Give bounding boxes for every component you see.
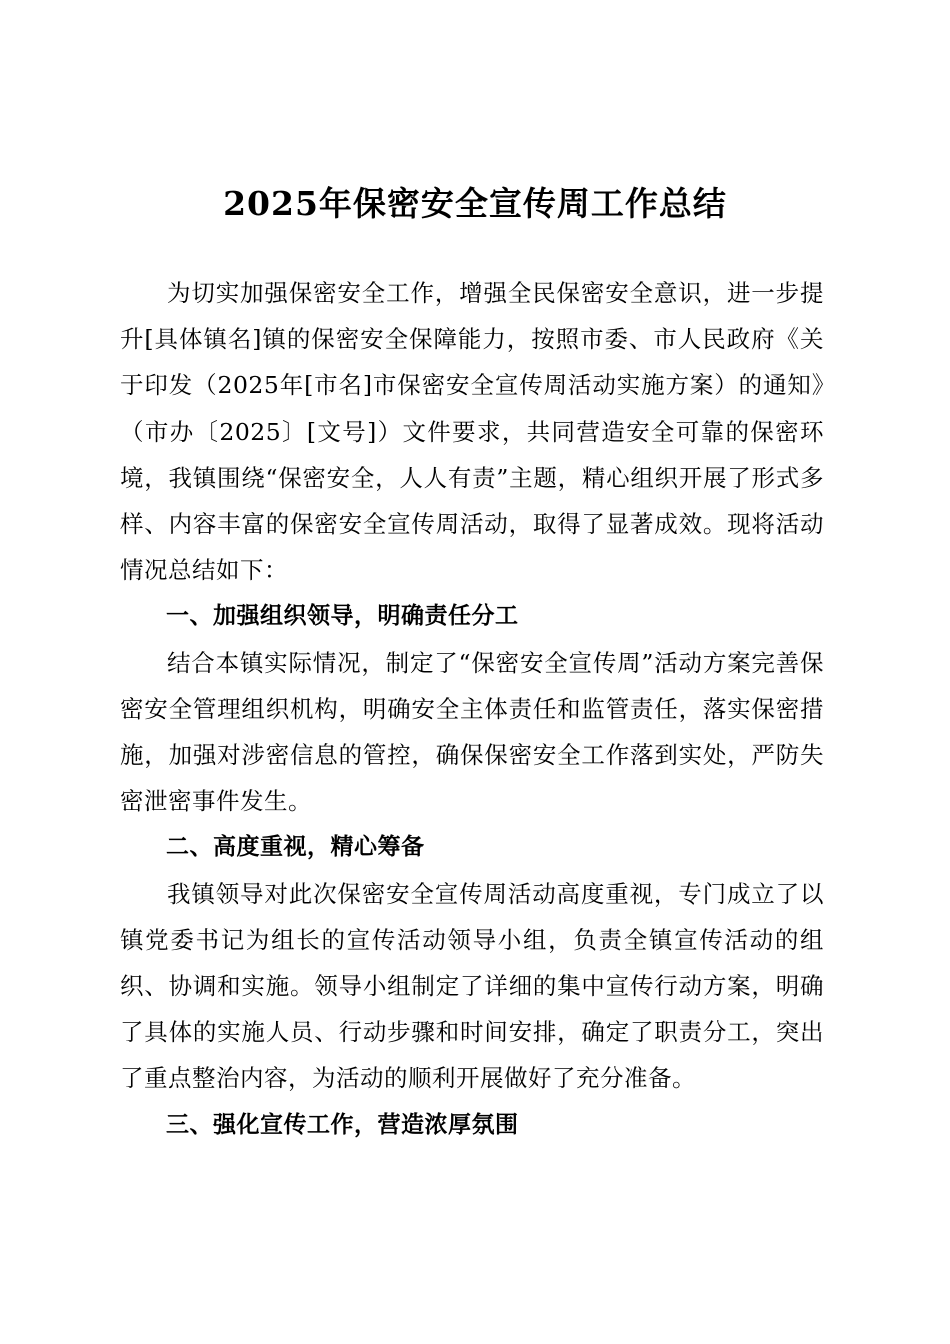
section-paragraph-2: 我镇领导对此次保密安全宣传周活动高度重视，专门成立了以镇党委书记为组长的宣传活动领导小组，负责全镇宣传活动的组织、协调和实施。领导小组制定了详细的集中宣传行动方案，明确了具体的实施人员、行动步骤和时间安排，确定了职责分工，突出了重点整治内容，为活动的顺利开展做好了充分准备。 (120, 879, 824, 1093)
intro-paragraph: 为切实加强保密安全工作，增强全民保密安全意识，进一步提升[具体镇名]镇的保密安全保障能力，按照市委、市人民政府《关于印发（2025年[市名]市保密安全宣传周活动实施方案）的通知》（市办〔2025〕[文号]）文件要求，共同营造安全可靠的保密环境，我镇围绕“保密安全，人人有责”主题，精心组织开展了形式多样、内容丰富的保密安全宣传周活动，取得了显著成效。现将活动情况总结如下： (120, 279, 824, 585)
document-body (120, 270, 824, 1148)
section-heading-3: 三、强化宣传工作，营造浓厚氛围 (166, 1111, 519, 1138)
section-heading-1: 一、加强组织领导，明确责任分工 (166, 603, 519, 630)
section-heading-2: 二、高度重视，精心筹备 (166, 834, 425, 861)
section-paragraph-1: 结合本镇实际情况，制定了“保密安全宣传周”活动方案完善保密安全管理组织机构，明确安全主体责任和监管责任，落实保密措施，加强对涉密信息的管控，确保保密安全工作落到实处，严防失密泄密事件发生。 (120, 648, 824, 816)
document-title: 2025年保密安全宣传周工作总结 (223, 184, 727, 223)
